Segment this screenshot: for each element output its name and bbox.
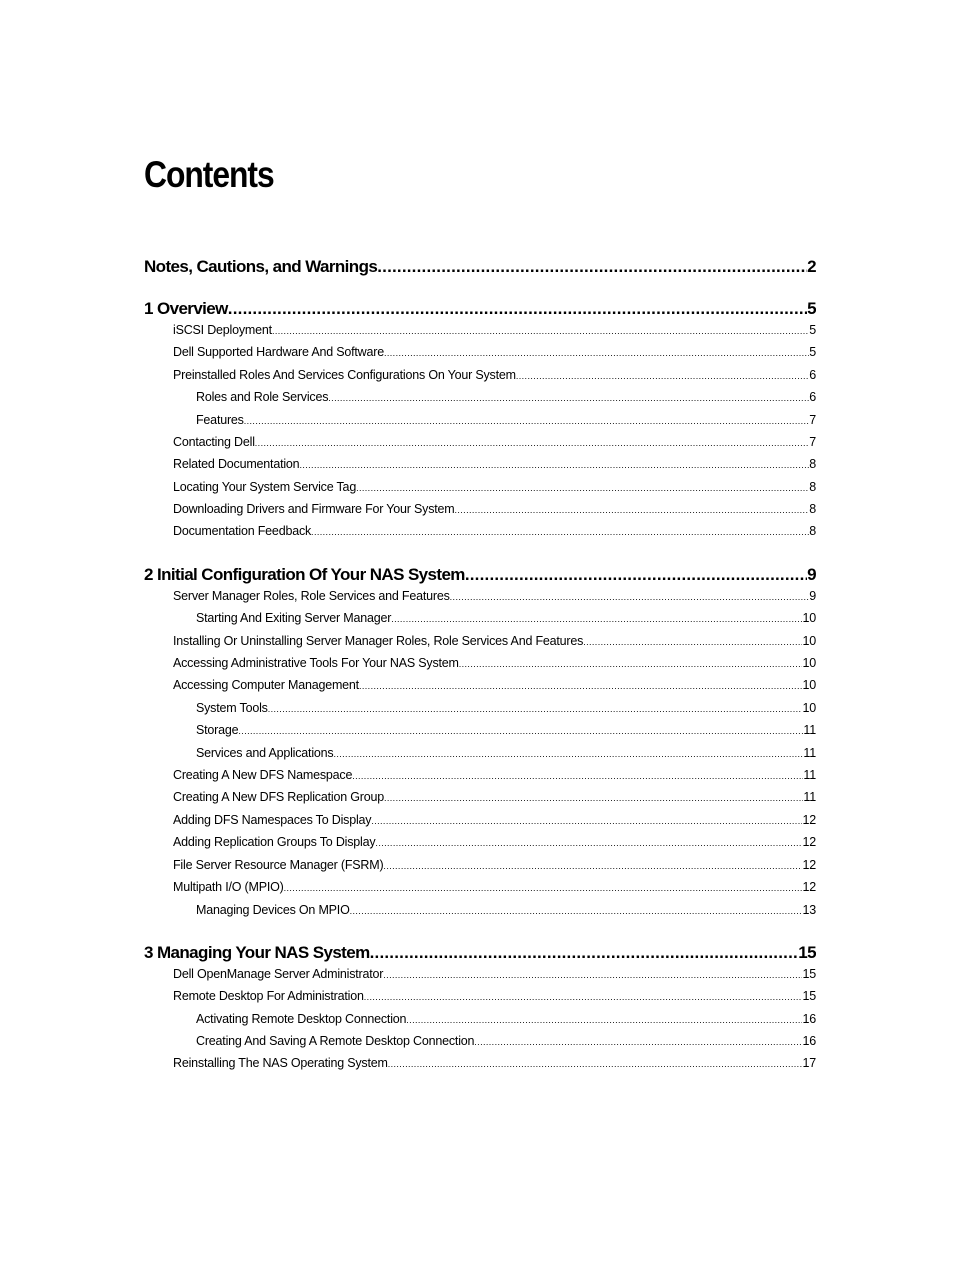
- toc-entry-title: Starting And Exiting Server Manager: [196, 611, 392, 625]
- toc-entry-title: Creating And Saving A Remote Desktop Connection: [196, 1034, 475, 1048]
- toc-entry-title: Adding DFS Namespaces To Display: [173, 813, 372, 827]
- toc-entry-title: Downloading Drivers and Firmware For Your System: [173, 502, 455, 516]
- toc-entry[interactable]: [196, 701, 816, 719]
- dot-leader: [450, 592, 810, 602]
- dot-leader: [333, 749, 803, 759]
- toc-entry[interactable]: [196, 390, 816, 408]
- dot-leader: [352, 771, 803, 781]
- toc-entry[interactable]: [173, 813, 816, 831]
- toc-entry[interactable]: [144, 299, 816, 323]
- toc-entry[interactable]: [173, 480, 816, 498]
- toc-entry-title: 1 Overview: [144, 299, 228, 318]
- toc-entry-title: Documentation Feedback: [173, 524, 312, 538]
- toc-entry[interactable]: [196, 903, 816, 921]
- dot-leader: [255, 438, 809, 448]
- toc-entry-page-number: 11: [803, 723, 816, 737]
- toc-entry-title: File Server Resource Manager (FSRM): [173, 858, 384, 872]
- toc-entry-page-number: 10: [802, 634, 816, 648]
- toc-entry[interactable]: [173, 768, 816, 786]
- toc-entry-title: Services and Applications: [196, 746, 334, 760]
- toc-entry-title: iSCSI Deployment: [173, 323, 272, 337]
- toc-entry[interactable]: [173, 656, 816, 674]
- toc-entry-page-number: 6: [809, 390, 816, 404]
- toc-entry-page-number: 15: [798, 943, 816, 962]
- toc-entry-page-number: 15: [802, 967, 816, 981]
- toc-entry[interactable]: [144, 943, 816, 967]
- toc-entry-title: Preinstalled Roles And Services Configurations On Your System: [173, 368, 516, 382]
- toc-entry-page-number: 9: [807, 565, 816, 584]
- toc-entry[interactable]: [173, 989, 816, 1007]
- toc-entry-title: Creating A New DFS Namespace: [173, 768, 353, 782]
- toc-entry[interactable]: [173, 368, 816, 386]
- toc-entry-title: 3 Managing Your NAS System: [144, 943, 370, 962]
- toc-entry-title: Contacting Dell: [173, 435, 255, 449]
- toc-entry[interactable]: [196, 413, 816, 431]
- dot-leader: [311, 527, 809, 537]
- dot-leader: [371, 816, 802, 826]
- toc-entry-page-number: 12: [802, 835, 816, 849]
- toc-entry-page-number: 8: [809, 524, 816, 538]
- toc-entry-title: Locating Your System Service Tag: [173, 480, 357, 494]
- toc-entry-page-number: 12: [802, 813, 816, 827]
- dot-leader: [383, 861, 802, 871]
- toc-entry-title: Reinstalling The NAS Operating System: [173, 1056, 388, 1070]
- toc-entry[interactable]: [173, 790, 816, 808]
- toc-entry[interactable]: [173, 634, 816, 652]
- toc-entry[interactable]: [196, 1034, 816, 1052]
- toc-entry-title: Accessing Computer Management: [173, 678, 359, 692]
- toc-entry[interactable]: [144, 565, 816, 589]
- toc-entry-page-number: 11: [803, 790, 816, 804]
- dot-leader: [454, 505, 809, 515]
- toc-entry-title: Storage: [196, 723, 239, 737]
- dot-leader: [364, 992, 803, 1002]
- toc-entry-title: Remote Desktop For Administration: [173, 989, 364, 1003]
- dot-leader: [284, 883, 803, 893]
- dot-leader: [391, 614, 802, 624]
- toc-entry[interactable]: [173, 1056, 816, 1074]
- toc-entry-page-number: 16: [802, 1034, 816, 1048]
- toc-entry[interactable]: [196, 723, 816, 741]
- dot-leader: [377, 257, 807, 277]
- toc-entry-page-number: 10: [802, 656, 816, 670]
- dot-leader: [272, 326, 809, 336]
- toc-entry[interactable]: [196, 746, 816, 764]
- toc-entry-title: Managing Devices On MPIO: [196, 903, 350, 917]
- dot-leader: [384, 793, 803, 803]
- toc-entry-page-number: 8: [809, 480, 816, 494]
- toc-entry-page-number: 13: [802, 903, 816, 917]
- toc-entry-page-number: 10: [802, 678, 816, 692]
- toc-entry[interactable]: [173, 457, 816, 475]
- toc-entry-page-number: 7: [809, 435, 816, 449]
- dot-leader: [459, 659, 803, 669]
- dot-leader: [356, 483, 809, 493]
- dot-leader: [383, 970, 802, 980]
- toc-entry[interactable]: [173, 502, 816, 520]
- toc-entry-title: Features: [196, 413, 244, 427]
- dot-leader: [228, 299, 807, 319]
- toc-entry-title: Activating Remote Desktop Connection: [196, 1012, 407, 1026]
- dot-leader: [406, 1015, 802, 1025]
- toc-entry[interactable]: [173, 880, 816, 898]
- toc-entry[interactable]: [173, 678, 816, 696]
- toc-entry-page-number: 2: [807, 257, 816, 276]
- toc-entry-title: Notes, Cautions, and Warnings: [144, 257, 378, 276]
- toc-entry[interactable]: [173, 967, 816, 985]
- dot-leader: [268, 704, 803, 714]
- dot-leader: [384, 348, 809, 358]
- toc-entry-page-number: 5: [807, 299, 816, 318]
- toc-entry-title: Dell OpenManage Server Administrator: [173, 967, 384, 981]
- dot-leader: [516, 371, 809, 381]
- toc-entry-title: Installing Or Uninstalling Server Manager Roles, Role Services And Features: [173, 634, 584, 648]
- toc-entry[interactable]: [173, 323, 816, 341]
- toc-entry[interactable]: [173, 435, 816, 453]
- toc-entry-page-number: 11: [803, 746, 816, 760]
- toc-entry-page-number: 17: [802, 1056, 816, 1070]
- dot-leader: [359, 681, 803, 691]
- toc-entry-page-number: 8: [809, 502, 816, 516]
- page-title: Contents: [144, 154, 274, 195]
- toc-entry[interactable]: [173, 345, 816, 363]
- toc-entry-page-number: 5: [809, 345, 816, 359]
- toc-entry-page-number: 11: [803, 768, 816, 782]
- dot-leader: [350, 906, 803, 916]
- dot-leader: [238, 726, 803, 736]
- toc-entry-page-number: 6: [809, 368, 816, 382]
- dot-leader: [299, 460, 809, 470]
- dot-leader: [244, 416, 810, 426]
- dot-leader: [370, 943, 799, 963]
- toc-entry-page-number: 10: [802, 611, 816, 625]
- toc-entry-page-number: 9: [809, 589, 816, 603]
- toc-entry-title: System Tools: [196, 701, 268, 715]
- toc-entry[interactable]: [173, 858, 816, 876]
- toc-entry-title: Related Documentation: [173, 457, 300, 471]
- toc-entry[interactable]: [144, 257, 816, 281]
- toc-entry-title: 2 Initial Configuration Of Your NAS System: [144, 565, 465, 584]
- toc-entry-title: Adding Replication Groups To Display: [173, 835, 376, 849]
- toc-entry-page-number: 8: [809, 457, 816, 471]
- toc-entry-page-number: 12: [802, 880, 816, 894]
- toc-entry[interactable]: [173, 589, 816, 607]
- toc-entry[interactable]: [196, 1012, 816, 1030]
- toc-entry-page-number: 16: [802, 1012, 816, 1026]
- toc-entry-title: Server Manager Roles, Role Services and Features: [173, 589, 450, 603]
- toc-entry-title: Roles and Role Services: [196, 390, 329, 404]
- toc-entry-title: Accessing Administrative Tools For Your NAS System: [173, 656, 459, 670]
- dot-leader: [583, 637, 802, 647]
- toc-entry-page-number: 12: [802, 858, 816, 872]
- toc-entry-page-number: 10: [802, 701, 816, 715]
- toc-entry-page-number: 7: [809, 413, 816, 427]
- toc-entry[interactable]: [173, 835, 816, 853]
- dot-leader: [328, 393, 809, 403]
- toc-entry-title: Dell Supported Hardware And Software: [173, 345, 384, 359]
- dot-leader: [465, 565, 807, 585]
- toc-entry-page-number: 15: [802, 989, 816, 1003]
- dot-leader: [375, 838, 802, 848]
- toc-entry[interactable]: [196, 611, 816, 629]
- toc-entry-title: Creating A New DFS Replication Group: [173, 790, 384, 804]
- toc-entry-page-number: 5: [809, 323, 816, 337]
- toc-entry-title: Multipath I/O (MPIO): [173, 880, 284, 894]
- dot-leader: [388, 1059, 803, 1069]
- dot-leader: [474, 1037, 802, 1047]
- toc-entry[interactable]: [173, 524, 816, 542]
